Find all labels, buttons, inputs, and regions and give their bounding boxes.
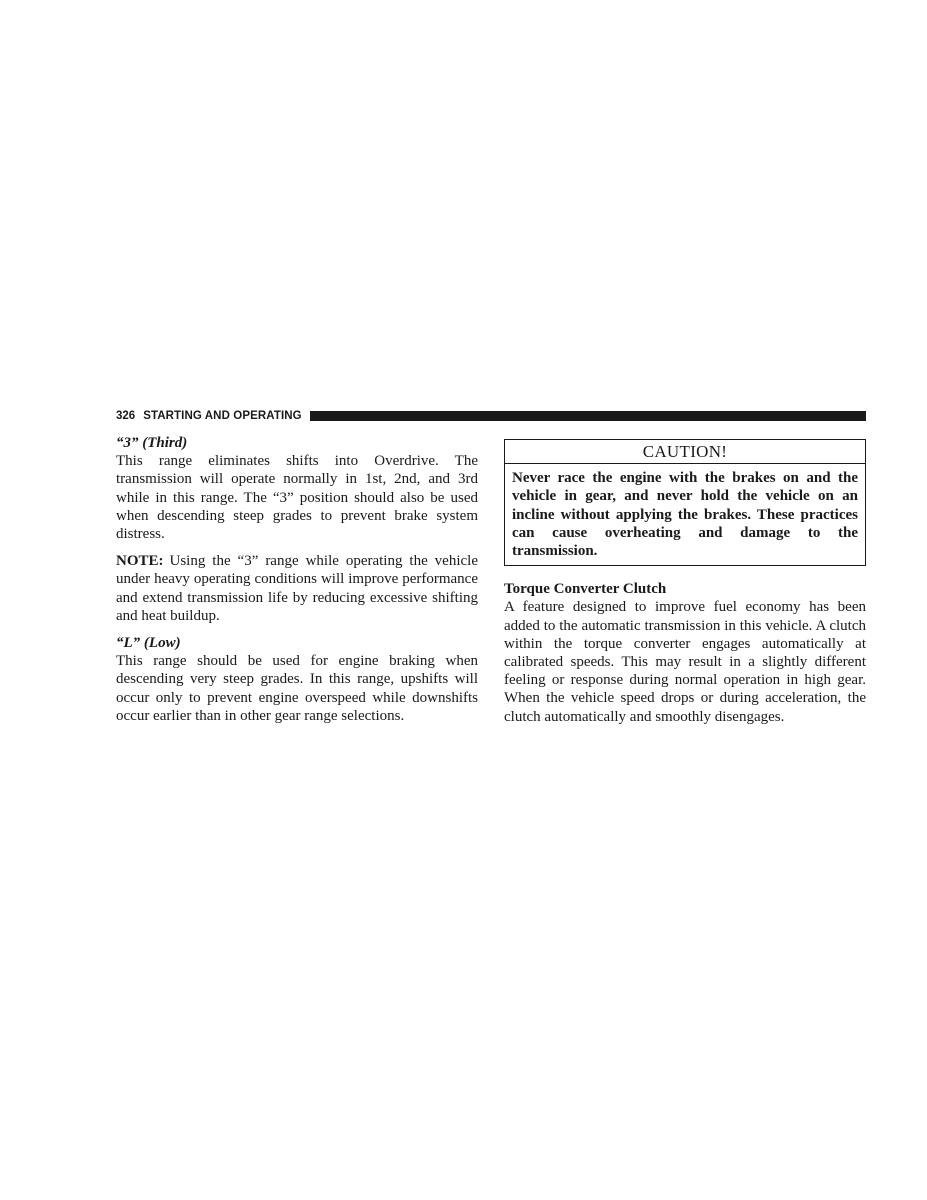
caution-title: CAUTION! xyxy=(505,440,865,464)
header-rule xyxy=(310,411,866,421)
torque-converter-text: A feature designed to improve fuel economy has been added to the automatic transmission in this vehicle. A clutch within the torque converter engages automatically at calibrated speeds. This may result in a slightly different feeling or response during normal operation in high gear. When the vehicle speed drops or during acceleration, the clutch automatically and smoothly disengages. xyxy=(504,599,866,725)
section-title: STARTING AND OPERATING xyxy=(143,410,302,422)
left-column xyxy=(116,434,478,734)
torque-converter-heading: Torque Converter Clutch xyxy=(504,581,667,598)
note-label: NOTE: xyxy=(116,553,164,570)
page-number: 326 xyxy=(116,410,136,422)
third-range-heading: “3” (Third) xyxy=(116,435,188,451)
note-text: Using the “3” range while operating the vehicle under heavy operating conditions will improve performance and extend transmission life by reducing excessive shifting and heat buildup. xyxy=(116,553,478,624)
page-header xyxy=(116,408,866,424)
low-range-heading: “L” (Low) xyxy=(116,635,181,652)
caution-box xyxy=(504,439,866,566)
note-paragraph xyxy=(116,552,478,625)
third-range-text: This range eliminates shifts into Overdrive. The transmission will operate normally in 1st, 2nd, and 3rd while in this range. The “3” position should also be used when descending steep grades to prevent brake system distress. xyxy=(116,453,478,543)
caution-text: Never race the engine with the brakes on and the vehicle in gear, and never hold the vehicle on an incline without applying the brakes. These practices can cause overheating and damage to the transmission. xyxy=(512,470,858,560)
right-column xyxy=(504,434,866,735)
low-range-text: This range should be used for engine braking when descending very steep grades. In this range, upshifts will occur only to prevent engine overspeed while downshifts occur earlier than in other gear range selections. xyxy=(116,653,478,724)
